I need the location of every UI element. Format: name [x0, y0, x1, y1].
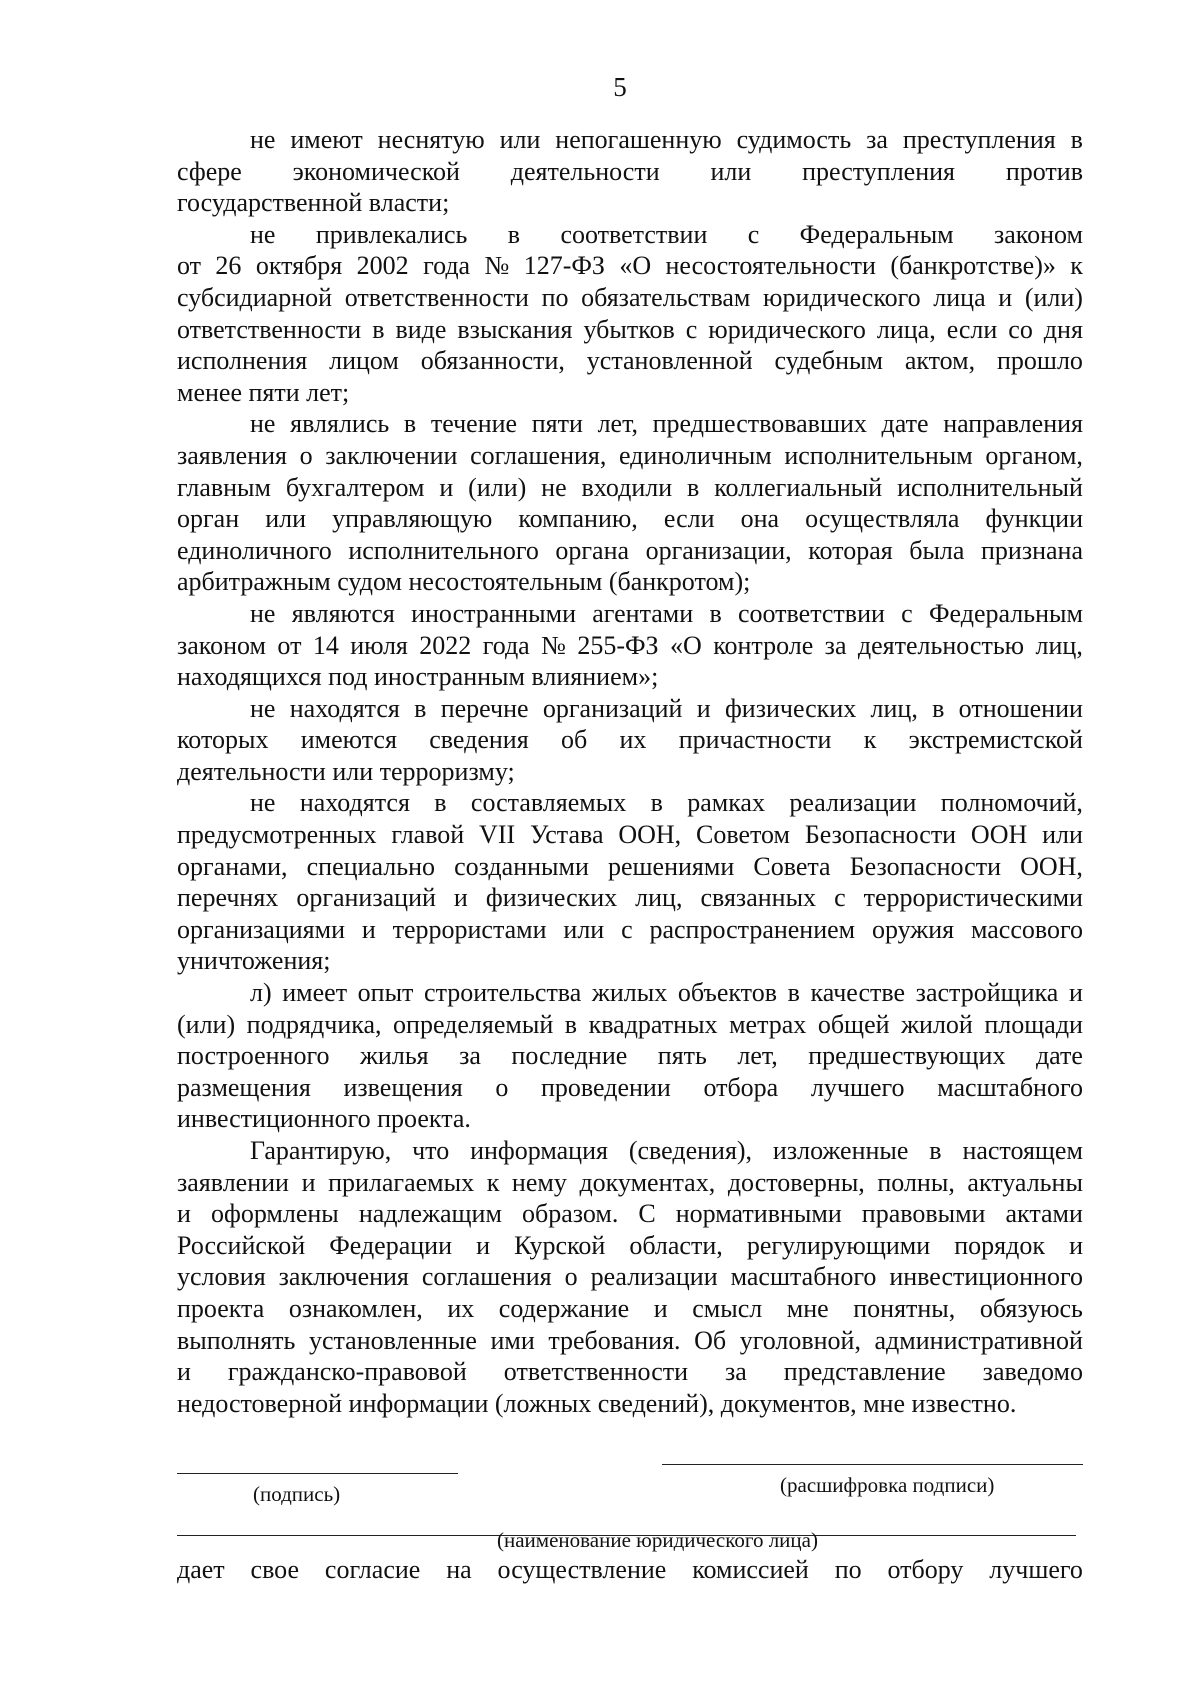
text-line: дает свое согласие на осуществление комиссией по отбору лучшего — [177, 1555, 1083, 1584]
text-line: условия заключения соглашения о реализации масштабного инвестиционного — [177, 1262, 1083, 1292]
text-line: не находятся в перечне организаций и физических лиц, в отношении — [250, 693, 1083, 723]
text-line: построенного жилья за последние пять лет, предшествующих дате — [177, 1041, 1083, 1071]
text-line: и оформлены надлежащим образом. С нормативными правовыми актами — [177, 1199, 1083, 1229]
text-line: предусмотренных главой VII Устава ООН, Советом Безопасности ООН или — [177, 820, 1083, 850]
signature-underline — [177, 1473, 458, 1474]
text-line: не находятся в составляемых в рамках реализации полномочий, — [250, 788, 1083, 818]
text-line: находящихся под иностранным влиянием»; — [177, 662, 659, 692]
text-line: заявления о заключении соглашения, единоличным исполнительным органом, — [177, 440, 1083, 470]
text-line: органами, специально созданными решениями Совета Безопасности ООН, — [177, 851, 1083, 881]
text-line: не являются иностранными агентами в соответствии с Федеральным — [250, 598, 1083, 628]
text-line: главным бухгалтером и (или) не входили в коллегиальный исполнительный — [177, 472, 1083, 502]
text-line: сфере экономической деятельности или преступления против — [177, 156, 1083, 186]
text-line: единоличного исполнительного органа организации, которая была признана — [177, 535, 1083, 565]
text-line: и гражданско-правовой ответственности за представление заведомо — [177, 1357, 1083, 1387]
text-line: ответственности в виде взыскания убытков с юридического лица, если со дня — [177, 314, 1083, 344]
text-line: которых имеются сведения об их причастности к экстремистской — [177, 725, 1083, 755]
text-line: орган или управляющую компанию, если она осуществляла функции — [177, 504, 1083, 534]
text-line: перечнях организаций и физических лиц, связанных с террористическими — [177, 883, 1083, 913]
text-line: размещения извещения о проведении отбора лучшего масштабного — [177, 1072, 1083, 1102]
text-line: государственной власти; — [177, 188, 450, 218]
text-line: не имеют неснятую или непогашенную судимость за преступления в — [250, 125, 1083, 154]
text-line: (или) подрядчика, определяемый в квадратных метрах общей жилой площади — [177, 1009, 1083, 1039]
text-line: не являлись в течение пяти лет, предшествовавших дате направления — [250, 409, 1083, 439]
signature-decryption-caption: (расшифровка подписи) — [780, 1473, 995, 1497]
text-line: законом от 14 июля 2022 года № 255-ФЗ «О контроле за деятельностью лиц, — [177, 630, 1083, 660]
text-line: деятельности или терроризму; — [177, 756, 515, 786]
text-line: Гарантирую, что информация (сведения), изложенные в настоящем — [250, 1136, 1083, 1165]
text-line: выполнять установленные ими требования. Об уголовной, административной — [177, 1325, 1083, 1355]
text-line: не привлекались в соответствии с Федеральным законом — [250, 219, 1083, 249]
text-line: Российской Федерации и Курской области, регулирующими порядок и — [177, 1230, 1083, 1260]
text-line: уничтожения; — [177, 946, 331, 976]
text-line: л) имеет опыт строительства жилых объектов в качестве застройщика и — [250, 978, 1083, 1008]
text-line: организациями и террористами или с распространением оружия массового — [177, 914, 1083, 944]
entity-name-caption: (наименование юридического лица) — [497, 1528, 818, 1552]
text-line: недостоверной информации (ложных сведений), документов, мне известно. — [177, 1388, 1017, 1418]
text-line: заявлении и прилагаемых к нему документах, достоверны, полны, актуальны — [177, 1167, 1083, 1197]
page-number: 5 — [613, 72, 627, 102]
closing-text — [177, 1554, 1083, 1586]
text-line: менее пяти лет; — [177, 377, 350, 407]
signature-decryption-underline — [662, 1464, 1083, 1465]
text-line: субсидиарной ответственности по обязательствам юридического лица и (или) — [177, 282, 1083, 312]
signature-caption: (подпись) — [253, 1482, 341, 1506]
text-line: исполнения лицом обязанности, установленной судебным актом, прошло — [177, 346, 1083, 376]
text-line: инвестиционного проекта. — [177, 1104, 471, 1134]
text-line: от 26 октября 2002 года № 127-ФЗ «О несостоятельности (банкротстве)» к — [177, 251, 1083, 281]
text-line: арбитражным судом несостоятельным (банкротом); — [177, 567, 751, 597]
text-line: проекта ознакомлен, их содержание и смысл мне понятны, обязуюсь — [177, 1293, 1083, 1323]
